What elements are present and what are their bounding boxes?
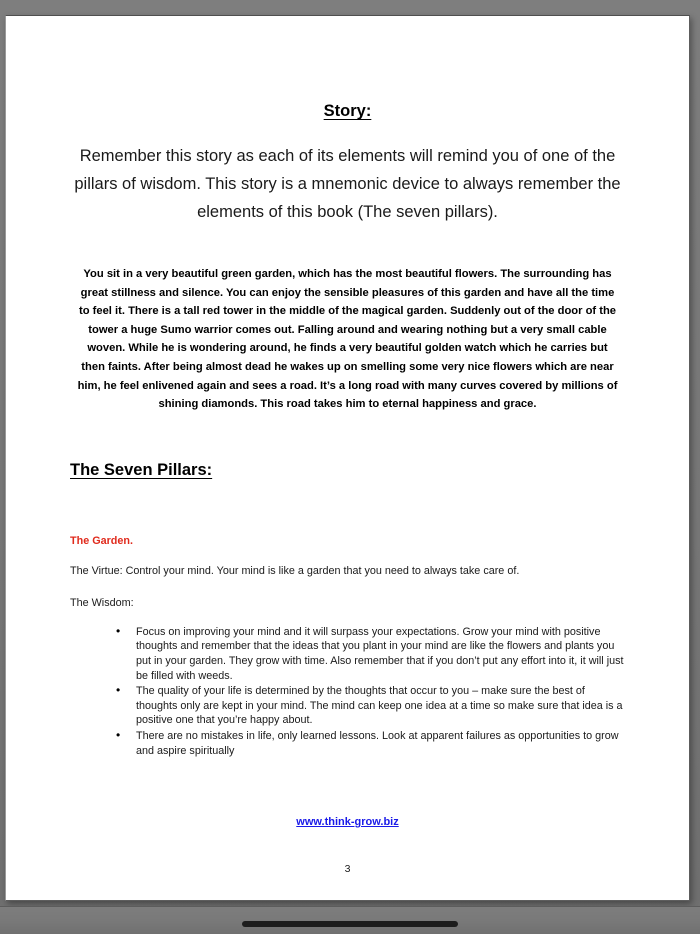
page-content-area [6,16,689,900]
seven-pillars-heading: The Seven Pillars: [70,460,213,479]
footer-website-link[interactable]: www.think-grow.biz [296,816,399,828]
pillar-name-the-garden: The Garden. [70,534,133,547]
list-item: • Focus on improving your mind and it will surpass your expectations. Grow your mind with positive thoughts and remember that the ideas that you plant in your mind are like the flowers and plants you put in your garden. They grow with time. Also remember that if you don’t put any effort into it, it will just be filled with weeds. [116,625,625,683]
list-item: • There are no mistakes in life, only learned lessons. Look at apparent failures as opportunities to grow and aspire spiritually [116,729,625,758]
list-item: • The quality of your life is determined by the thoughts that occur to you – make sure the best of thoughts only are kept in your mind. The mind can keep one idea at a time so make sure that idea is a positive one that you’re happy about. [116,684,625,728]
story-heading: Story: [323,102,372,120]
footer-page-number: 3 [344,863,351,875]
pillar-wisdom-label: The Wisdom: [70,596,134,609]
pillar-virtue-text: The Virtue: Control your mind. Your mind is like a garden that you need to always take care of. [70,564,520,577]
story-narrative-paragraph: You sit in a very beautiful green garden, which has the most beautiful flowers. The surrounding has great stillness and silence. You can enjoy the sensible pleasures of this garden and have all the time to feel it. There is a tall red tower in the middle of the magical garden. Suddenly out of the door of the tower a huge Sumo warrior comes out. Falling around and wearing nothing but a very small cable woven. While he is wondering around, he finds a very beautiful golden watch which he carries but then faints. After being almost dead he wakes up on smelling some very nice flowers which are near him, he feel enlivened again and sees a road. It’s a long road with many curves covered by millions of shining diamonds. This road takes him to eternal happiness and grace. [77,268,618,411]
wisdom-list [70,625,625,758]
footer-link-container [6,812,689,830]
horizontal-scrollbar[interactable] [0,906,700,934]
story-intro-paragraph: Remember this story as each of its elements will remind you of one of the pillars of wisdom. This story is a mnemonic device to always remember the elements of this book (The seven pillars). [74,147,621,221]
document-page-sheet [5,15,690,901]
horizontal-scrollbar-thumb[interactable] [242,921,458,927]
